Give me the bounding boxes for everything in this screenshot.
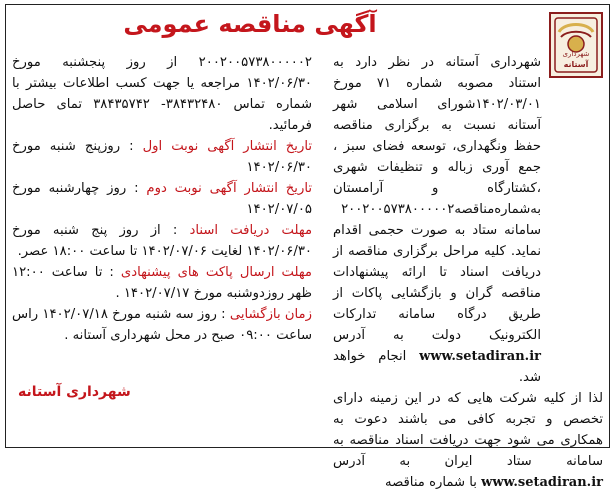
signature: شهرداری آستانه: [18, 384, 131, 400]
left-column: [12, 52, 312, 346]
notice-title: آگهی مناقصه عمومی: [123, 10, 377, 38]
first-publish-date: تاریخ انتشار آگهی نوبت اول : روزپنج شنبه مورخ ۱۴۰۲/۰۶/۳۰: [12, 139, 313, 175]
second-publish-date: تاریخ انتشار آگهی نوبت دوم : روز چهارشنبه مورخ ۱۴۰۲/۰۷/۰۵: [12, 181, 313, 217]
receive-docs-deadline: مهلت دریافت اسناد : از روز پنج شنبه مورخ ۱۴۰۲/۰۶/۳۰ لغایت ۱۴۰۲/۰۷/۰۶ تا ساعت ۱۸:۰۰ عصر.: [12, 223, 313, 259]
submit-deadline: مهلت ارسال پاکت های پیشنهادی : تا ساعت ۱۲:۰۰ ظهر روزدوشنبه مورخ ۱۴۰۲/۰۷/۱۷ .: [12, 265, 312, 301]
logo-text-bottom: آستانه: [563, 60, 589, 69]
setadiran-link-2[interactable]: www.setadiran.ir: [481, 475, 603, 490]
setadiran-link[interactable]: www.setadiran.ir: [419, 349, 541, 364]
right-paragraph-2: لذا از کلیه شرکت هایی که در این زمینه دارای تخصص و تجربه کافی می باشند دعوت به همکاری می شود جهت دریافت اسناد مناقصه به سامانه ستاد ایران به آدرس www.setadiran.ir با شماره مناقصه: [333, 391, 603, 490]
right-column: [333, 52, 603, 493]
logo-text-top: شهرداری: [562, 50, 590, 58]
opening-time: زمان بازگشایی : روز سه شنبه مورخ ۱۴۰۲/۰۷/۱۸ راس ساعت ۰۹:۰۰ صبح در محل شهرداری آستانه .: [12, 307, 312, 343]
left-paragraph-1: ۲۰۰۲۰۰۵۷۳۸۰۰۰۰۰۲ از روز پنجشنبه مورخ ۱۴۰۲/۰۶/۳۰ مراجعه یا جهت کسب اطلاعات بیشتر با شماره تماس ۳۸۴۳۲۴۸۰- ۳۸۴۳۵۷۴۲ تمای حاصل فرمائید.: [12, 55, 313, 133]
right-paragraph-1: شهرداری آستانه در نظر دارد به استناد مصوبه شماره ۷۱ مورخ ۱۴۰۲/۰۳/۰۱شورای اسلامی شهر آستانه نسبت به برگزاری مناقصه حفظ ونگهداری، توسعه فضای سبز ، جمع آوری زباله و تنظیفات شهری ،کشتارگاه و آرامستان به‌شماره‌مناقصه۲۰۰۲۰۰۵۷۳۸۰۰۰۰۰۲ سامانه ستاد به صورت حجمی اقدام نماید. کلیه مراحل برگزاری مناقصه از دریافت اسناد تا ارائه پیشنهادات مناقصه گران و بازگشایی پاکات از طریق درگاه سامانه تدارکات الکترونیک دولت به آدرس www.setadiran.ir انجام خواهد شد.: [333, 55, 542, 385]
